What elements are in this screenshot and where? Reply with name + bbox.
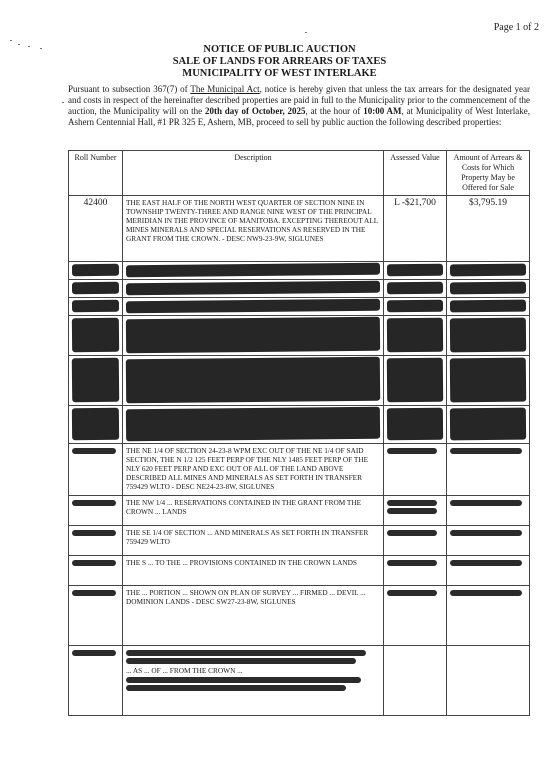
intro-text: Pursuant to subsection 367(7) of bbox=[68, 84, 191, 94]
redaction-mark bbox=[72, 358, 119, 402]
title-line: NOTICE OF PUBLIC AUCTION bbox=[203, 44, 356, 55]
header-roll: Roll Number bbox=[69, 151, 123, 196]
header-description: Description bbox=[123, 151, 384, 196]
redaction-mark bbox=[450, 408, 526, 441]
redaction-mark bbox=[72, 500, 116, 506]
property-description: THE NE 1/4 OF SECTION 24-23-8 WPM EXC OUT OF THE NE 1/4 OF SAID SECTION, THE N 1/2 125 FEET PERP OF THE NLY 1485 FEET PERP OF THE NLY 620 FEET PERP AND EXC OUT OF ALL OF THE LAND ABOVE DESCRIBED ALL MINES AND MINERALS AS SET FORTH IN TRANSFER 759429 WLTO - DESC NE24-23-8W, SIGLUNES bbox=[123, 444, 384, 496]
redaction-mark bbox=[387, 448, 437, 454]
redaction-mark bbox=[72, 560, 116, 566]
table-row bbox=[69, 496, 530, 526]
property-description: THE S ... TO THE ... PROVISIONS CONTAINED IN THE CROWN LANDS bbox=[123, 556, 384, 586]
redaction-mark bbox=[450, 530, 522, 536]
property-description: THE ... PORTION ... SHOWN ON PLAN OF SURVEY ... FIRMED ... DEVIL ... DOMINION LANDS - DESC SW27-23-8W, SIGLUNES bbox=[123, 586, 384, 646]
header-amount: Amount of Arrears & Costs for Which Property May be Offered for Sale bbox=[447, 151, 530, 196]
redaction-mark bbox=[387, 282, 443, 295]
table-row bbox=[69, 646, 530, 716]
redaction-mark bbox=[450, 282, 526, 295]
redaction-mark bbox=[72, 300, 119, 312]
redaction-mark bbox=[72, 318, 119, 352]
table-row bbox=[69, 586, 530, 646]
act-name: The Municipal Act bbox=[190, 84, 260, 94]
redaction-mark bbox=[450, 300, 526, 313]
description-fragment: ... AS ... OF ... FROM THE CROWN ... bbox=[126, 666, 243, 675]
redaction-mark bbox=[72, 282, 119, 294]
redaction-mark bbox=[450, 500, 522, 506]
roll-number: 42400 bbox=[69, 196, 123, 262]
table-row-redacted bbox=[69, 316, 530, 356]
redaction-mark bbox=[126, 677, 361, 683]
auction-date: 20th day of October, 2025 bbox=[204, 106, 306, 116]
intro-text: , at Municipality of West Interlake, Ashern Centennial Hall, #1 PR 325 E, Ashern, MB, proceed to sell by public auction the following described properties: bbox=[68, 106, 531, 127]
redaction-mark bbox=[450, 590, 522, 596]
redaction-mark bbox=[126, 263, 380, 278]
redaction-mark bbox=[387, 358, 443, 403]
intro-paragraph bbox=[68, 84, 530, 128]
assessed-value: L -$21,700 bbox=[384, 196, 447, 262]
table-row bbox=[69, 444, 530, 496]
redaction-mark bbox=[387, 590, 437, 596]
auction-time: 10:00 AM bbox=[363, 106, 402, 116]
table-row bbox=[69, 556, 530, 586]
redaction-mark bbox=[387, 560, 437, 566]
properties-table bbox=[68, 150, 530, 716]
arrears-amount: $3,795.19 bbox=[447, 196, 530, 262]
table-row-redacted bbox=[69, 262, 530, 280]
redaction-mark bbox=[450, 358, 526, 403]
property-description: THE EAST HALF OF THE NORTH WEST QUARTER OF SECTION NINE IN TOWNSHIP TWENTY-THREE AND RANGE NINE WEST OF THE PRINCIPAL MERIDIAN IN THE PROVINCE OF MANITOBA. EXCEPTING THEREOUT ALL MINES MINERALS AND SPECIAL RESERVATIONS AS RESERVED IN THE GRANT FROM THE CROWN. - DESC NW9-23-9W, SIGLUNES bbox=[123, 196, 384, 262]
header-assessed: Assessed Value bbox=[384, 151, 447, 196]
redaction-mark bbox=[387, 264, 443, 277]
redaction-mark bbox=[450, 264, 526, 277]
notice-title bbox=[0, 44, 559, 80]
redaction-mark bbox=[126, 685, 346, 691]
property-description: THE SE 1/4 OF SECTION ... AND MINERALS AS SET FORTH IN TRANSFER 759429 WLTO bbox=[123, 526, 384, 556]
redaction-mark bbox=[450, 560, 522, 566]
redaction-mark bbox=[126, 299, 380, 314]
redaction-mark bbox=[387, 300, 443, 313]
redaction-mark bbox=[387, 318, 443, 353]
redaction-mark bbox=[387, 508, 437, 514]
intro-text: , at the hour of bbox=[305, 106, 364, 116]
redaction-mark bbox=[72, 448, 116, 454]
redaction-mark bbox=[72, 590, 116, 596]
table-row-redacted bbox=[69, 280, 530, 298]
redaction-mark bbox=[126, 658, 356, 664]
redaction-mark bbox=[387, 408, 443, 441]
redaction-mark bbox=[72, 530, 116, 536]
redaction-mark bbox=[450, 318, 526, 353]
table-header-row bbox=[69, 151, 530, 196]
intro-text: , notice is hereby given that unless the tax arrears for the designated year and costs in respect of the hereinafter described properties are paid in full to the Municipality prior to the commencement of the auction, the Municipality will on the bbox=[68, 84, 531, 116]
redaction-mark bbox=[126, 357, 380, 404]
redaction-mark bbox=[72, 264, 119, 276]
table-row bbox=[69, 526, 530, 556]
table-row bbox=[69, 196, 530, 262]
redaction-mark bbox=[126, 317, 380, 354]
page-number: Page 1 of 2 bbox=[493, 22, 539, 33]
redaction-mark bbox=[72, 650, 116, 656]
redaction-mark bbox=[450, 448, 522, 454]
redaction-mark bbox=[72, 408, 119, 440]
redaction-mark bbox=[387, 500, 437, 506]
title-line: MUNICIPALITY OF WEST INTERLAKE bbox=[182, 68, 377, 79]
table-row-redacted bbox=[69, 406, 530, 444]
redaction-mark bbox=[126, 281, 380, 296]
table-row-redacted bbox=[69, 298, 530, 316]
table-row-redacted bbox=[69, 356, 530, 406]
redaction-mark bbox=[126, 407, 380, 442]
property-description: THE NW 1/4 ... RESERVATIONS CONTAINED IN THE GRANT FROM THE CROWN ... LANDS bbox=[123, 496, 384, 526]
redaction-mark bbox=[387, 530, 437, 536]
title-line: SALE OF LANDS FOR ARREARS OF TAXES bbox=[172, 56, 387, 67]
redaction-mark bbox=[126, 650, 366, 656]
property-description bbox=[123, 646, 384, 716]
